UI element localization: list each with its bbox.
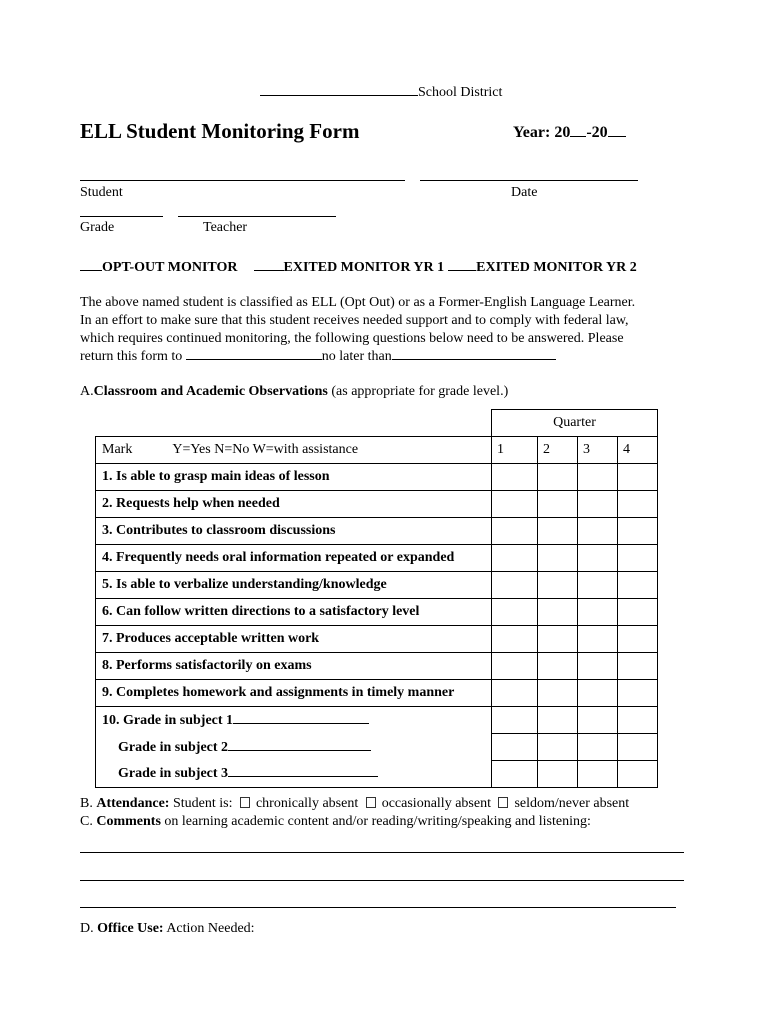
mark-cell[interactable] bbox=[618, 491, 658, 518]
return-to-blank[interactable] bbox=[186, 348, 322, 360]
teacher-label: Teacher bbox=[203, 220, 248, 235]
mark-cell[interactable] bbox=[618, 626, 658, 653]
mark-cell[interactable] bbox=[538, 626, 578, 653]
section-d-office-use bbox=[80, 921, 255, 937]
comment-line-1[interactable] bbox=[80, 852, 684, 853]
mark-cell[interactable] bbox=[538, 518, 578, 545]
section-b-lead: Student is: bbox=[169, 796, 236, 811]
mark-label: Mark bbox=[102, 442, 133, 457]
year-blank-2[interactable] bbox=[608, 125, 626, 137]
section-b-attendance bbox=[80, 796, 629, 812]
table-row bbox=[96, 545, 658, 572]
mark-cell[interactable] bbox=[492, 572, 538, 599]
grade-subject-item bbox=[96, 761, 492, 788]
mark-cell[interactable] bbox=[538, 464, 578, 491]
mark-cell[interactable] bbox=[578, 680, 618, 707]
mark-cell[interactable] bbox=[538, 761, 578, 788]
section-d-prefix: D. bbox=[80, 921, 98, 936]
mark-cell[interactable] bbox=[492, 680, 538, 707]
mark-cell[interactable] bbox=[578, 599, 618, 626]
mark-cell[interactable] bbox=[578, 626, 618, 653]
mark-cell[interactable] bbox=[492, 599, 538, 626]
comment-line-3[interactable] bbox=[80, 907, 676, 908]
mark-cell[interactable] bbox=[492, 518, 538, 545]
mark-header-row bbox=[96, 437, 658, 464]
observation-item: 8. Performs satisfactorily on exams bbox=[96, 653, 492, 680]
section-d-title: Office Use: bbox=[97, 921, 164, 936]
monitor-options bbox=[80, 259, 637, 276]
observation-item: 4. Frequently needs oral information repeated or expanded bbox=[96, 545, 492, 572]
section-c-comments bbox=[80, 814, 591, 830]
mark-cell[interactable] bbox=[618, 572, 658, 599]
mark-cell[interactable] bbox=[538, 491, 578, 518]
mark-cell[interactable] bbox=[492, 761, 538, 788]
checkbox-seldom-absent[interactable] bbox=[498, 797, 508, 808]
table-row bbox=[96, 680, 658, 707]
mark-cell[interactable] bbox=[492, 464, 538, 491]
observation-table bbox=[95, 409, 658, 788]
intro-line-2: In an effort to make sure that this student receives needed support and to comply with federal law, bbox=[80, 313, 629, 328]
mark-cell[interactable] bbox=[618, 464, 658, 491]
mark-cell[interactable] bbox=[538, 707, 578, 734]
grade-subject-1-label: 10. Grade in subject 1 bbox=[102, 712, 234, 728]
opt-out-blank[interactable] bbox=[80, 259, 102, 271]
grade-subject-item bbox=[96, 707, 492, 734]
section-c-title: Comments bbox=[96, 814, 161, 829]
year-field bbox=[513, 124, 626, 142]
section-b-title: Attendance: bbox=[96, 796, 170, 811]
mark-cell[interactable] bbox=[578, 464, 618, 491]
table-row bbox=[96, 518, 658, 545]
section-a-heading bbox=[80, 384, 508, 400]
mark-cell[interactable] bbox=[578, 572, 618, 599]
mark-cell[interactable] bbox=[618, 734, 658, 761]
table-row bbox=[96, 626, 658, 653]
observation-item: 1. Is able to grasp main ideas of lesson bbox=[96, 464, 492, 491]
deadline-label: no later than bbox=[321, 349, 392, 364]
year-mid: -20 bbox=[586, 124, 608, 141]
section-c-text: on learning academic content and/or reading/writing/speaking and listening: bbox=[160, 814, 591, 829]
grade-subject-2-label: Grade in subject 2 bbox=[118, 739, 229, 755]
observation-item: 9. Completes homework and assignments in timely manner bbox=[96, 680, 492, 707]
exited-yr2-label: EXITED MONITOR YR 2 bbox=[476, 260, 637, 275]
mark-cell[interactable] bbox=[492, 491, 538, 518]
grade-subject-2-blank[interactable] bbox=[228, 739, 371, 751]
option-occasionally-absent: occasionally absent bbox=[381, 796, 491, 811]
quarter-header: Quarter bbox=[492, 410, 658, 437]
grade-subject-item bbox=[96, 734, 492, 761]
grade-subject-3-label: Grade in subject 3 bbox=[118, 766, 229, 782]
table-row bbox=[96, 572, 658, 599]
blank-header-cell bbox=[96, 410, 492, 437]
option-chronically-absent: chronically absent bbox=[255, 796, 359, 811]
quarter-1-header: 1 bbox=[492, 437, 538, 464]
mark-cell[interactable] bbox=[538, 734, 578, 761]
mark-cell[interactable] bbox=[492, 734, 538, 761]
mark-cell[interactable] bbox=[578, 734, 618, 761]
grade-row bbox=[96, 734, 658, 761]
mark-cell[interactable] bbox=[492, 626, 538, 653]
grade-label: Grade bbox=[80, 220, 115, 235]
mark-cell[interactable] bbox=[578, 707, 618, 734]
student-line[interactable] bbox=[80, 180, 405, 181]
year-blank-1[interactable] bbox=[570, 125, 586, 137]
mark-cell[interactable] bbox=[618, 518, 658, 545]
checkbox-occasionally-absent[interactable] bbox=[366, 797, 376, 808]
form-title: ELL Student Monitoring Form bbox=[80, 119, 360, 143]
intro-line-4 bbox=[80, 348, 700, 366]
grade-line[interactable] bbox=[80, 216, 163, 217]
observation-item: 2. Requests help when needed bbox=[96, 491, 492, 518]
exited-yr1-blank[interactable] bbox=[254, 259, 284, 271]
section-b-prefix: B. bbox=[80, 796, 97, 811]
mark-cell[interactable] bbox=[492, 707, 538, 734]
mark-cell[interactable] bbox=[578, 653, 618, 680]
mark-legend-cell bbox=[96, 437, 492, 464]
district-blank[interactable] bbox=[260, 84, 418, 96]
grade-subject-1-blank[interactable] bbox=[233, 712, 369, 724]
deadline-blank[interactable] bbox=[392, 348, 556, 360]
grade-row bbox=[96, 707, 658, 734]
quarter-2-header: 2 bbox=[538, 437, 578, 464]
quarter-3-header: 3 bbox=[578, 437, 618, 464]
mark-cell[interactable] bbox=[578, 518, 618, 545]
mark-cell[interactable] bbox=[492, 653, 538, 680]
mark-cell[interactable] bbox=[538, 572, 578, 599]
mark-cell[interactable] bbox=[578, 545, 618, 572]
student-label: Student bbox=[80, 185, 123, 200]
mark-cell[interactable] bbox=[538, 545, 578, 572]
section-c-prefix: C. bbox=[80, 814, 97, 829]
observation-item: 3. Contributes to classroom discussions bbox=[96, 518, 492, 545]
intro-paragraph bbox=[80, 294, 700, 366]
intro-line-3: which requires continued monitoring, the following questions below need to be answered. Please bbox=[80, 331, 624, 346]
mark-cell[interactable] bbox=[618, 653, 658, 680]
quarter-4-header: 4 bbox=[618, 437, 658, 464]
opt-out-label: OPT-OUT MONITOR bbox=[102, 260, 238, 275]
mark-cell[interactable] bbox=[618, 545, 658, 572]
table-row bbox=[96, 599, 658, 626]
section-a-prefix: A. bbox=[80, 384, 94, 399]
option-seldom-absent: seldom/never absent bbox=[514, 796, 630, 811]
observation-item: 5. Is able to verbalize understanding/knowledge bbox=[96, 572, 492, 599]
school-district-line bbox=[260, 84, 502, 101]
section-a-note: (as appropriate for grade level.) bbox=[327, 384, 509, 399]
table-row bbox=[96, 464, 658, 491]
teacher-line[interactable] bbox=[178, 216, 336, 217]
mark-cell[interactable] bbox=[492, 545, 538, 572]
mark-cell[interactable] bbox=[618, 761, 658, 788]
checkbox-chronically-absent[interactable] bbox=[240, 797, 250, 808]
section-d-text: Action Needed: bbox=[163, 921, 255, 936]
district-label: School District bbox=[418, 85, 503, 100]
date-label: Date bbox=[511, 185, 538, 200]
mark-cell[interactable] bbox=[578, 761, 618, 788]
observation-item: 6. Can follow written directions to a satisfactory level bbox=[96, 599, 492, 626]
return-to-label: return this form to bbox=[80, 349, 183, 364]
mark-cell[interactable] bbox=[618, 680, 658, 707]
mark-cell[interactable] bbox=[538, 680, 578, 707]
mark-legend: Y=Yes N=No W=with assistance bbox=[172, 442, 359, 457]
observation-item: 7. Produces acceptable written work bbox=[96, 626, 492, 653]
date-line[interactable] bbox=[420, 180, 638, 181]
quarter-header-row bbox=[96, 410, 658, 437]
intro-line-1: The above named student is classified as ELL (Opt Out) or as a Former-English Language Learner. bbox=[80, 295, 636, 310]
mark-cell[interactable] bbox=[538, 653, 578, 680]
comment-line-2[interactable] bbox=[80, 880, 684, 881]
grade-subject-3-blank[interactable] bbox=[228, 765, 378, 777]
section-a-title: Classroom and Academic Observations bbox=[93, 384, 328, 399]
mark-cell[interactable] bbox=[578, 491, 618, 518]
grade-row bbox=[96, 761, 658, 788]
mark-cell[interactable] bbox=[618, 599, 658, 626]
exited-yr2-blank[interactable] bbox=[448, 259, 476, 271]
table-row bbox=[96, 491, 658, 518]
year-prefix: Year: 20 bbox=[513, 124, 571, 141]
exited-yr1-label: EXITED MONITOR YR 1 bbox=[283, 260, 445, 275]
mark-cell[interactable] bbox=[618, 707, 658, 734]
mark-cell[interactable] bbox=[538, 599, 578, 626]
table-row bbox=[96, 653, 658, 680]
